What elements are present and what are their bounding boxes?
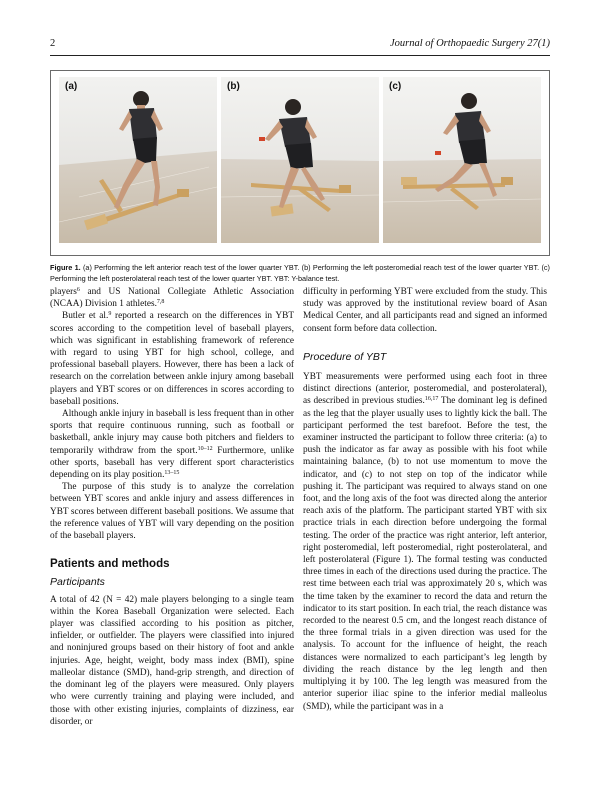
text: The dominant leg is defined as the leg that the player usually uses to lightly kick the ball. The participant performed the test barefoot. Before the test, the examiner instructed the participant to follow three criteria: (a) to push the indicator as far away as possible with his foot while maintaining balance, (b) to not use momentum to move the indicator, and (c) to not step on top of the indicator while pushing it. The participant was required to always stand on one foot, and the long axis of the foot was directed along the anterior reach axis of the platform. The participant started YBT with six practice trials in each direction before undergoing the formal testing. The order of the practice was right anterior, left anterior, right posteromedial, left posteromedial, right posterolateral, and left posterolateral (Figure 1). The formal testing was conducted three times in each of the directions used during the practice. The rest time between each trial was approximately 20 s, which was the time taken by the examiner to record the data and return the indicator to its start position. In each trial, the reach distance was recorded to the nearest 0.5 cm, and the longest reach distance of the three formal trials in a given direction was used for the analysis. To account for the influence of height, the reach distances were normalized to each participant’s leg length by dividing the reach distance by the leg length and then multiplying it by 100. The leg length was measured from the anterior superior iliac spine to the inferior medial malleolus (SMD), while the participant was in a — [303, 396, 547, 712]
journal-title: Journal of Orthopaedic Surgery 27(1) — [389, 38, 550, 49]
page-number: 2 — [50, 38, 56, 49]
text: Although ankle injury in baseball is less frequent than in other sports that require continuous running, such as football or basketball, ankle injury may cause both pitchers and fielders to temporarily withdraw from the sport. — [50, 409, 294, 456]
right-column — [303, 286, 547, 713]
paragraph — [303, 371, 547, 713]
text: Furthermore, unlike other sports, baseball has very different sport characteristics depending on its play position. — [50, 445, 294, 481]
subsection-heading-procedure: Procedure of YBT — [303, 350, 387, 363]
citation: 16,17 — [424, 396, 439, 403]
figure-panel-c — [383, 77, 541, 243]
text: Butler et al. — [62, 311, 109, 322]
caption-label: Figure 1. — [50, 263, 81, 272]
panel-label-a: (a) — [65, 81, 78, 92]
panel-label-b: (b) — [227, 81, 240, 92]
text: reported a research on the differences in YBT scores according to the competition level of baseball players, which was significant in establishing framework of reference with regard to using YBT for high school, college, and professional baseball players. However, there has been a lack of research on the correlation between ankle injury among baseball players and YBT scores or on differences in scores according to baseball positions. — [50, 311, 294, 407]
figure-1 — [50, 70, 550, 256]
figure-caption — [50, 263, 550, 284]
paragraph: The purpose of this study is to analyze the correlation between YBT scores and ankle injury and assess differences in YBT scores between different baseball positions. We assume that the reference values of YBT will vary depending on the position of the baseball players. — [50, 482, 294, 542]
text: players — [50, 287, 77, 297]
paragraph: difficulty in performing YBT were excluded from the study. This study was approved by the institutional review board of Asan Medical Center, and all participants read and signed an informed consent form before data collection. — [303, 287, 547, 334]
left-column — [50, 286, 294, 728]
subsection-heading-participants: Participants — [50, 576, 105, 589]
paragraph — [50, 310, 294, 408]
running-header — [50, 38, 550, 52]
figure-panel-b — [221, 77, 379, 243]
citation: 13–15 — [164, 470, 180, 477]
panel-label-c: (c) — [389, 81, 402, 92]
citation: 7,8 — [156, 299, 165, 306]
photo-posterolateral-reach — [383, 77, 541, 243]
citation: 9 — [108, 311, 112, 318]
caption-text: (a) Performing the left anterior reach test of the lower quarter YBT. (b) Performing the left posteromedial reach test of the lower quarter YBT. (c) Performing the left posterolateral reach test of the lower quarter YBT. YBT: Y-balance test. — [50, 263, 550, 283]
section-heading-methods: Patients and methods — [50, 558, 170, 571]
text: and US National Collegiate Athletic Association (NCAA) Division 1 athletes. — [50, 287, 294, 310]
photo-anterior-reach — [59, 77, 217, 243]
photo-posteromedial-reach — [221, 77, 379, 243]
paragraph — [50, 286, 294, 310]
paragraph — [50, 408, 294, 481]
citation: 10–12 — [197, 445, 213, 452]
figure-panel-a — [59, 77, 217, 243]
text: YBT measurements were performed using each foot in three distinct directions (anterior, posteromedial, and posterolateral), as described in previous studies. — [303, 372, 547, 407]
paragraph: A total of 42 (N = 42) male players belonging to a single team within the Korea Baseball Organization were selected. Each player was classified according to his position as pitcher, infielder, or outfielder. The players were classified into injured and noninjured groups based on their history of foot and ankle injuries. Age, height, weight, body mass index (BMI), spine malleolar distance (SMD), hand-grip strength, and direction of the dominant leg of the players were measured. Only players who were currently training and playing were included, and those with other existing injuries, complaints of dizziness, ear disorder, or — [50, 594, 294, 727]
header-rule — [50, 55, 550, 56]
citation: 6 — [76, 287, 80, 293]
